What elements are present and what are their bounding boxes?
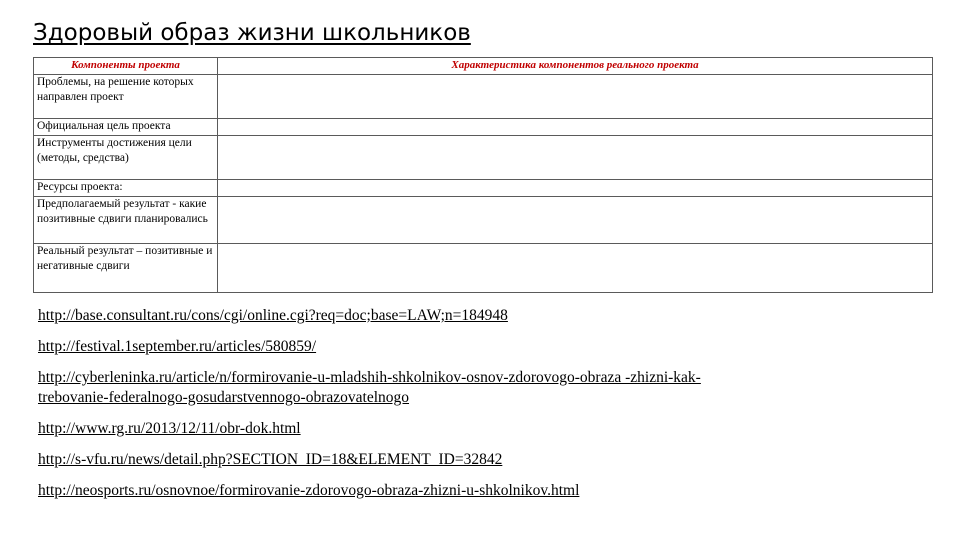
table-row (34, 75, 933, 119)
table-row (34, 136, 933, 180)
column-header-characteristics: Характеристика компонентов реального проекта (218, 58, 933, 75)
link-s-vfu[interactable]: http://s-vfu.ru/news/detail.php?SECTION_ID=18&ELEMENT_ID=32842 (38, 451, 503, 468)
component-label: Предполагаемый результат - какие позитивные сдвиги планировались (34, 197, 218, 244)
component-label: Официальная цель проекта (34, 119, 218, 136)
link-rg[interactable]: http://www.rg.ru/2013/12/11/obr-dok.html (38, 420, 301, 437)
component-value[interactable] (218, 180, 933, 197)
reference-links (38, 306, 758, 501)
page-title: Здоровый образ жизни школьников (33, 20, 471, 46)
table-row (34, 119, 933, 136)
component-value[interactable] (218, 197, 933, 244)
link-festival[interactable]: http://festival.1september.ru/articles/580859/ (38, 338, 317, 355)
table-row (34, 244, 933, 293)
table-header-row (34, 58, 933, 75)
link-cyberleninka[interactable]: http://cyberleninka.ru/article/n/formirovanie-u-mladshih-shkolnikov-osnov-zdorovogo-obraza -zhizni-kak-trebovanie-federalnogo-gosudarstvennogo-obrazovatelnogo (38, 369, 701, 406)
table-row (34, 197, 933, 244)
link-neosports[interactable]: http://neosports.ru/osnovnoe/formirovanie-zdorovogo-obraza-zhizni-u-shkolnikov.html (38, 482, 580, 499)
component-label: Реальный результат – позитивные и негативные сдвиги (34, 244, 218, 293)
component-label: Проблемы, на решение которых направлен проект (34, 75, 218, 119)
column-header-components: Компоненты проекта (34, 58, 218, 75)
component-value[interactable] (218, 244, 933, 293)
component-label: Инструменты достижения цели (методы, средства) (34, 136, 218, 180)
table-row (34, 180, 933, 197)
component-value[interactable] (218, 136, 933, 180)
component-value[interactable] (218, 75, 933, 119)
project-components-table (33, 57, 933, 293)
component-label: Ресурсы проекта: (34, 180, 218, 197)
link-consultant[interactable]: http://base.consultant.ru/cons/cgi/online.cgi?req=doc;base=LAW;n=184948 (38, 307, 508, 324)
component-value[interactable] (218, 119, 933, 136)
